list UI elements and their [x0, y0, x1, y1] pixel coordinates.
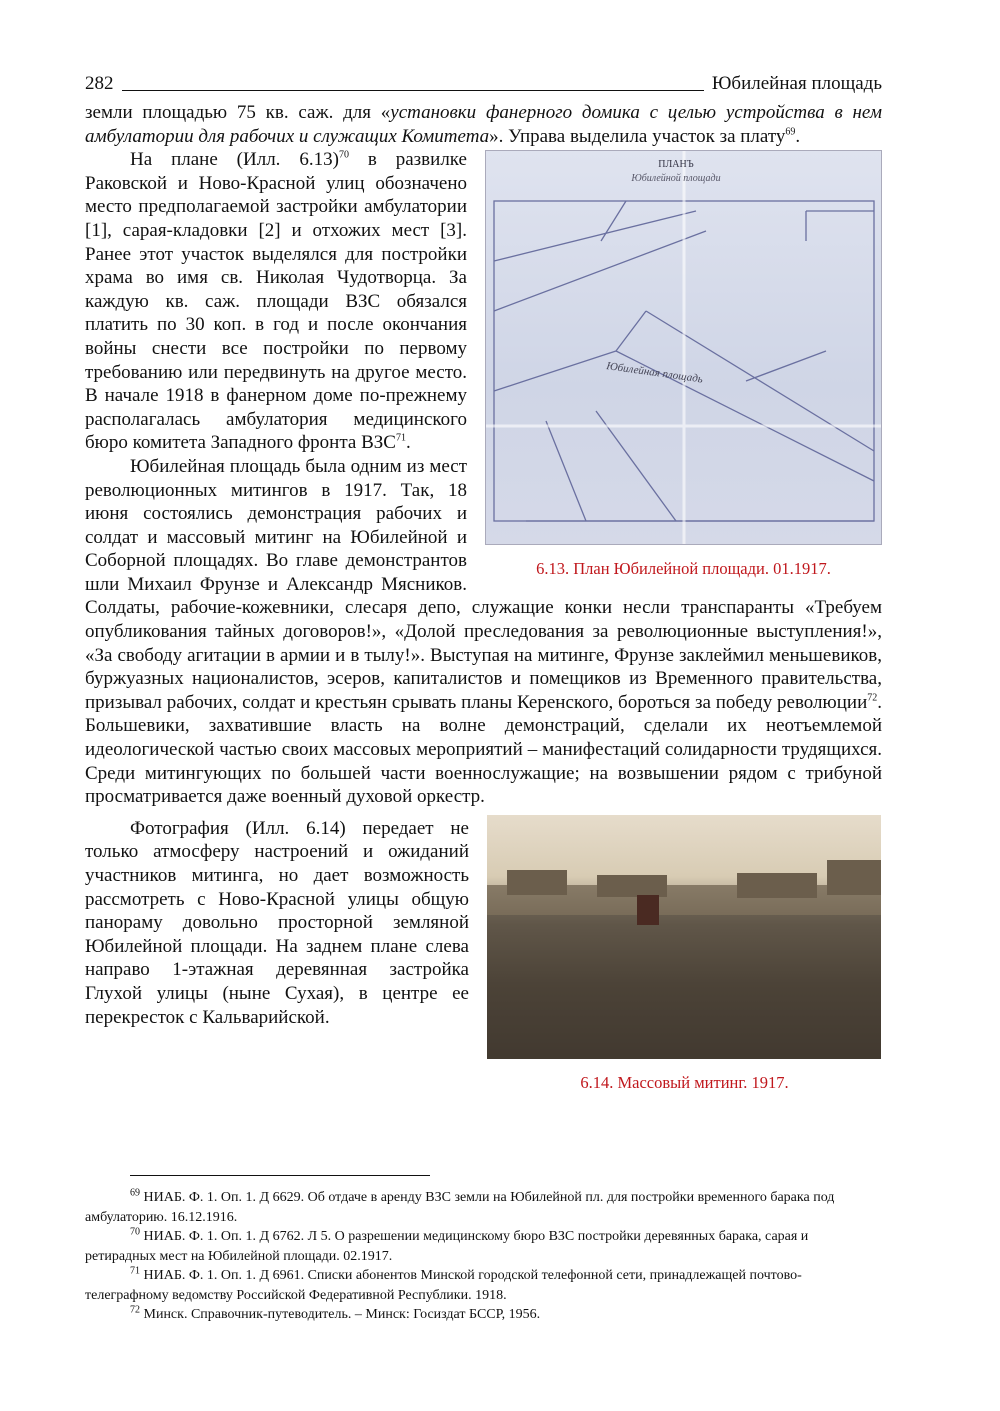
map-label: Юбилейная площадь [605, 360, 704, 386]
rally-photo [487, 815, 881, 1059]
body-text [85, 101, 882, 1094]
photo-drawing [487, 815, 881, 1059]
footnote-ref[interactable]: 72 [867, 692, 878, 704]
footnote: $^{70}$ НИАБ. Ф. 1. Оп. 1. Д 6762. Л 5. О разрешении медицинскому бюро ВЗС постройки деревянных барака, сарая и ретирадных мест на Юбилейной площади. 02.1917. [85, 1226, 809, 1264]
figure-6-14 [487, 815, 882, 1095]
footnote-ref[interactable]: 71 [395, 432, 406, 444]
plan-drawing [486, 151, 881, 544]
footnote-separator [130, 1175, 430, 1176]
header-rule [122, 90, 704, 91]
paragraph: Фотография (Илл. 6.14) передает не только атмосферу настроений и ожиданий участников митинга, но дает возможность рассмотреть с Ново-Красной улицы общую панораму довольно просторной земляной Юбилейной площади. На заднем плане слева направо 1-этажная деревянная застройка Глухой улицы (ныне Сухая), в центре ее перекресток с Кальварийской. [85, 817, 469, 1028]
footnote: $^{69}$ НИАБ. Ф. 1. Оп. 1. Д 6629. Об отдаче в аренду ВЗС земли на Юбилейной пл. для постройки временного барака под амбулаторию. 16.12.1916. [85, 1187, 835, 1225]
paragraph: Юбилейная площадь была одним из мест революционных митингов в 1917. Так, 18 июня состоялись демонстрация рабочих и солдат и массовый митинг на Юбилейной и Соборной площадях. Во главе демонстрантов шли Михаил Фрунзе и Александр Мясников. Солдаты, рабочие-кожевники, слесаря депо, служащие конки несли транспаранты «Требуем опубликования тайных договоров!», «Долой преследования за революционные выступления!», «За свободу агитации в армии и в тылу!». Выступая на митинге, Фрунзе заклеймил меньшевиков, буржуазных националистов, эсеров, капиталистов и помещиков из Временного правительства, призывал рабочих, солдат и крестьян срывать планы Керенского, бороться за победу революции$^{72}$. Большевики, захватившие власть на волне демонстраций, сделали их неотъемлемой идеологической частью своих массовых мероприятий – манифестаций солидарности трудящихся. Среди митингующих по большей части военнослужащие; на возвышении рядом с трибуной просматривается даже военный духовой оркестр. [85, 455, 882, 808]
footnote: $^{71}$ НИАБ. Ф. 1. Оп. 1. Д 6961. Списки абонентов Минской городской телефонной сети, принадлежащей почтово-телеграфному ведомству Российской Федеративной Республики. 1918. [85, 1265, 802, 1303]
page-number: 282 [85, 73, 114, 94]
footnote-ref[interactable]: 70 [338, 149, 349, 161]
figure-caption: 6.14. Массовый митинг. 1917. [580, 1072, 789, 1092]
footnote-ref[interactable]: 69 [785, 126, 796, 138]
footnotes [85, 1188, 882, 1325]
map-title: ПЛАНЪ [658, 159, 694, 171]
running-header [85, 73, 882, 95]
footnote: $^{72}$ Минск. Справочник-путеводитель. – Минск: Госиздат БССР, 1956. [130, 1304, 541, 1322]
paragraph: На плане (Илл. 6.13)$^{70}$ в развилке Раковской и Ново-Красной улиц обозначено место предполагаемой застройки амбулатории [1], сарая-кладовки [2] и отхожих мест [3]. Ранее этот участок выделялся для постройки храма во имя св. Николая Чудотворца. За каждую кв. саж. площади ВЗС обязался платить по 30 коп. в год и после окончания войны снести все постройки по первому требованию или передвинуть на другое место. В начале 1918 в фанерном доме по-прежнему располагалась амбулатория медицинского бюро комитета Западного фронта ВЗС$^{71}$. [85, 149, 467, 454]
paragraph: земли площадью 75 кв. саж. для «установки фанерного домика с целью устройства в нем амбулатории для рабочих и служащих Комитета». Управа выделила участок за плату$^{69}$. [85, 102, 882, 147]
running-title: Юбилейная площадь [711, 73, 882, 94]
figure-6-13 [485, 150, 882, 581]
figure-caption: 6.13. План Юбилейной площади. 01.1917. [536, 559, 831, 579]
map-subtitle: Юбилейной площади [631, 173, 721, 185]
plan-image [485, 150, 882, 545]
